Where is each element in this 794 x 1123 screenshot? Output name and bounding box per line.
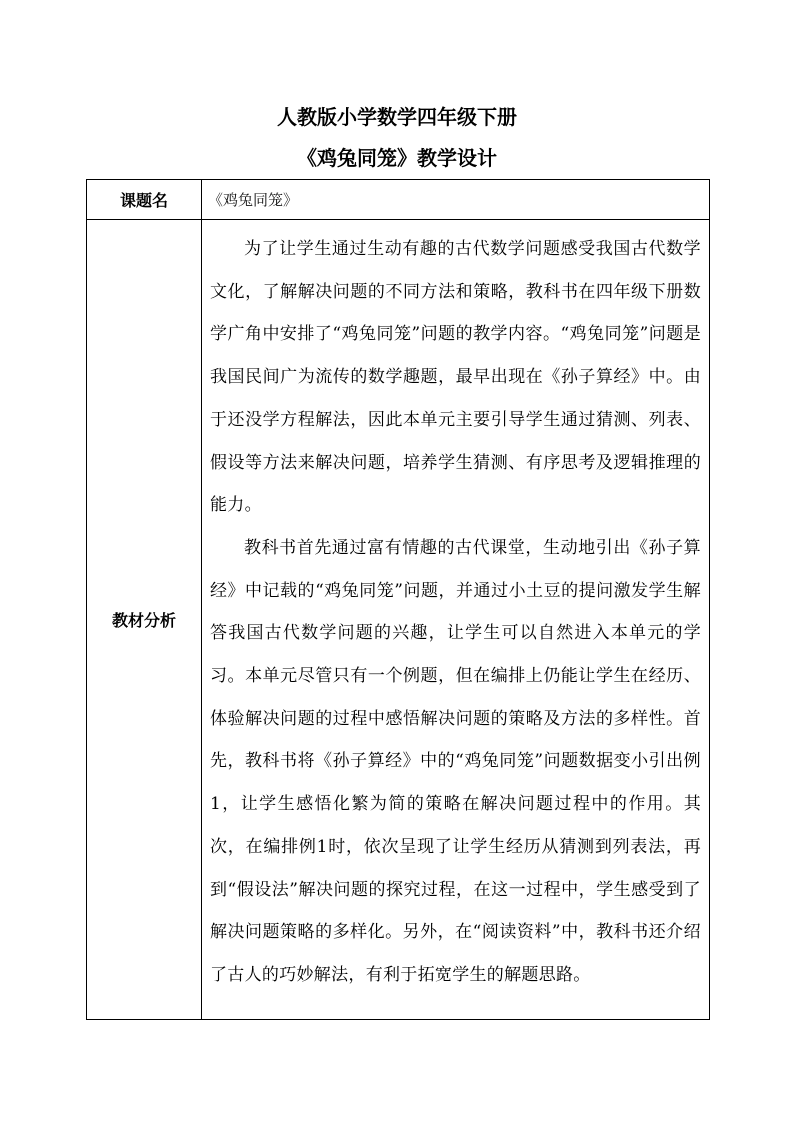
- document-subtitle: 《鸡兔同笼》教学设计: [297, 146, 497, 170]
- table-row: [87, 220, 710, 1020]
- lesson-design-table: [86, 179, 710, 1020]
- course-name-value: 《鸡兔同笼》: [202, 180, 710, 220]
- material-analysis-content: [202, 220, 710, 1020]
- row-label-material-analysis: 教材分析: [87, 220, 202, 1020]
- analysis-paragraph: 教科书首先通过富有情趣的古代课堂，生动地引出《孙子算经》中记载的“鸡兔同笼”问题，并通过小土豆的提问激发学生解答我国古代数学问题的兴趣，让学生可以自然进入本单元的学习。本单元尽管只有一个例题，但在编排上仍能让学生在经历、体验解决问题的过程中感悟解决问题的策略及方法的多样性。首先，教科书将《孙子算经》中的“鸡兔同笼”问题数据变小引出例1，让学生感悟化繁为简的策略在解决问题过程中的作用。其次，在编排例1时，依次呈现了让学生经历从猜测到列表法，再到“假设法”解决问题的探究过程，在这一过程中，学生感受到了解决问题策略的多样化。另外，在“阅读资料”中，教科书还介绍了古人的巧妙解法，有利于拓宽学生的解题思路。: [210, 537, 701, 985]
- analysis-paragraph: 为了让学生通过生动有趣的古代数学问题感受我国古代数学文化，了解解决问题的不同方法和策略，教科书在四年级下册数学广角中安排了“鸡兔同笼”问题的教学内容。“鸡兔同笼”问题是我国民间广为流传的数学趣题，最早出现在《孙子算经》中。由于还没学方程解法，因此本单元主要引导学生通过猜测、列表、假设等方法来解决问题，培养学生猜测、有序思考及逻辑推理的能力。: [210, 239, 701, 516]
- document-title: 人教版小学数学四年级下册: [277, 105, 517, 129]
- table-row: [87, 180, 710, 220]
- row-label-course-name: 课题名: [87, 180, 202, 220]
